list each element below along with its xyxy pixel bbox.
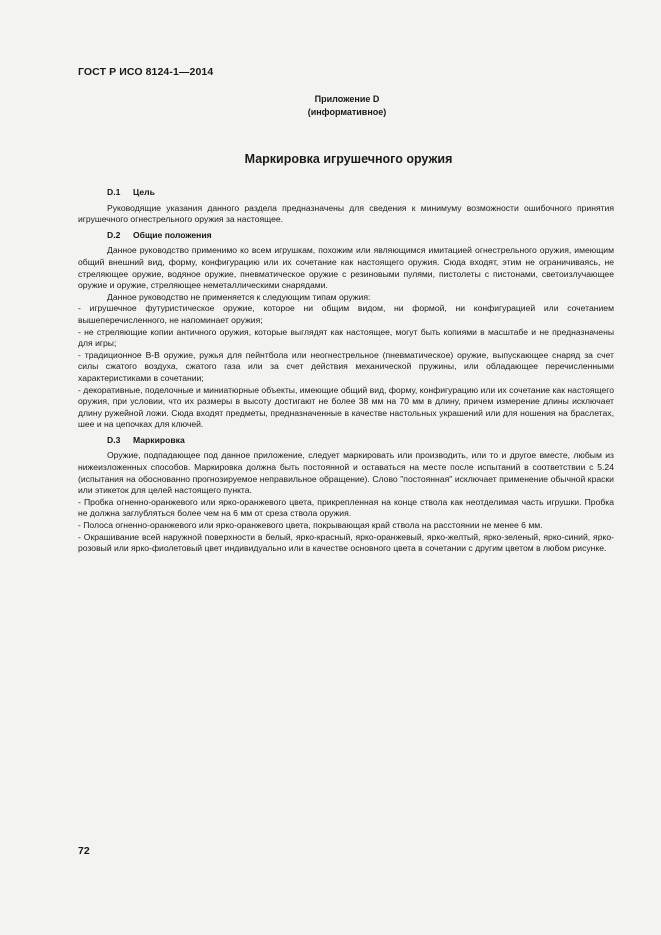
paragraph: Оружие, подпадающее под данное приложение, следует маркировать или производить, или то и другое вместе, любым из нижеизложенных способов. Маркировка должна быть постоянной и оставаться на месте после испытаний в соответствии с 5.24 (испытания на обоснованно прогнозируемое неправильное обращение). Слово "постоянная" исключает применение обычной краски или этикеток для целей настоящего пункта. (78, 450, 614, 496)
list-item: - Полоса огненно-оранжевого или ярко-оранжевого цвета, покрывающая край ствола на расстоянии не менее 6 мм. (78, 520, 543, 531)
section-title: Цель (133, 187, 155, 197)
section-number: D.3 (107, 434, 121, 445)
list-item: - Пробка огненно-оранжевого или ярко-оранжевого цвета, прикрепленная на конце ствола как неотделимая часть игрушки. Пробка не должна заглубляться более чем на 6 мм от среза ствола оружия. (78, 496, 614, 519)
list-item: - Окрашивание всей наружной поверхности в белый, ярко-красный, ярко-оранжевый, ярко-желтый, ярко-зеленый, ярко-синий, ярко-розовый или ярко-фиолетовый цвет индивидуально или в качестве основного цвета в сочетании с другим цветом в любом рисунке. (78, 531, 614, 554)
section-title: Маркировка (133, 434, 185, 445)
list-item: - декоративные, поделочные и миниатюрные объекты, имеющие общий вид, форму, конфигурацию или их сочетание как настоящего оружия, при условии, что их размеры в высоту достигают не более 38 мм на 70 мм в длину, причем измерение длины исключает длину ружейной ложи. Сюда входят предметы, предназначенные в качестве настольных украшений или для ношения на браслетах, шее и на цепочках для ключей. (78, 384, 614, 430)
appendix-heading (0, 93, 661, 119)
section-heading-d1 (78, 187, 614, 199)
standard-code: ГОСТ Р ИСО 8124-1—2014 (78, 66, 214, 78)
section-heading-d3 (78, 435, 614, 447)
section-number: D.1 (107, 187, 121, 197)
paragraph: Данное руководство не применяется к следующим типам оружия: (107, 291, 371, 302)
appendix-title: Приложение D (314, 94, 380, 104)
list-item: - игрушечное футуристическое оружие, которое ни общим видом, ни формой, ни конфигурацией или сочетанием вышеперечисленного, не напоминает оружия; (78, 303, 614, 325)
section-number: D.2 (107, 229, 121, 240)
section-title: Общие положения (133, 229, 212, 240)
paragraph: Данное руководство применимо ко всем игрушкам, похожим или являющимся имитацией огнестрельного оружия, имеющим общий внешний вид, форму, конфигурацию или их сочетание как настоящего оружия. Сюда входят, этим не ограничиваясь, не стреляющее оружие, водяное оружие, пневматическое оружие с резиновыми пулями, пистолеты с пистонами, светоизлучающее оружие и оружие, стреляющее неметаллическими снарядами. (78, 245, 614, 291)
appendix-subtitle: (информативное) (307, 107, 387, 117)
list-item: - традиционное В-В оружие, ружья для пейнтбола или неогнестрельное (пневматическое) оружие, выпускающее снаряд за счет силы сжатого воздуха, сжатого газа или за счет действия механической пружины, или обладающее перечисленными характеристиками в сочетании; (78, 349, 614, 383)
document-body (78, 187, 614, 555)
section-heading-d2 (78, 230, 614, 242)
paragraph: Руководящие указания данного раздела предназначены для сведения к минимуму возможности ошибочного принятия игрушечного огнестрельного оружия за настоящее. (78, 202, 614, 225)
page-title: Маркировка игрушечного оружия (244, 152, 453, 166)
page-number: 72 (78, 845, 90, 857)
list-item: - не стреляющие копии античного оружия, которые выглядят как настоящее, могут быть копиями в масштабе и не предназначены для игры; (78, 326, 614, 349)
